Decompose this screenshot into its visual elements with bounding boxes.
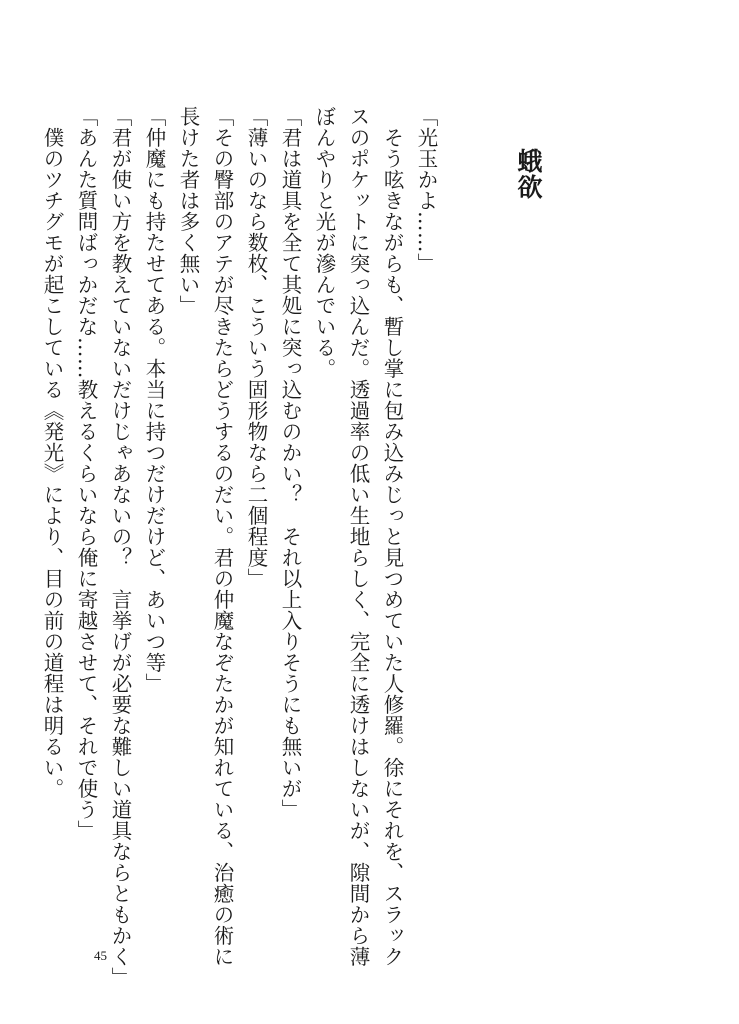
- text-line: 「君は道具を全て其処に突っ込むのかい？ それ以上入りそうにも無いが」: [278, 106, 302, 820]
- page-number: 45: [94, 948, 107, 963]
- text-line: 「薄いのなら数枚、こういう固形物なら二個程度」: [244, 106, 268, 589]
- text-line: スのポケットに突っ込んだ。透過率の低い生地らしく、完全に透けはしないが、隙間から薄: [346, 106, 370, 967]
- text-line: 僕のツチグモが起こしている《発光》により、目の前の道程は明るい。: [40, 106, 64, 799]
- text-line: そう呟きながらも、暫し掌に包み込みじっと見つめていた人修羅。徐にそれを、スラック: [380, 106, 404, 967]
- text-line: 「その臀部のアテが尽きたらどうするのだい。君の仲魔なぞたかが知れている、治癒の術に: [210, 106, 234, 967]
- text-line: 「光玉かよ……」: [414, 106, 438, 274]
- text-line: ぼんやりと光が滲んでいる。: [312, 106, 336, 379]
- text-line: 「君が使い方を教えていないだけじゃあないの？ 言挙げが必要な難しい道具ならともかく」: [108, 106, 132, 988]
- chapter-title: 蛾欲: [514, 148, 543, 200]
- text-line: 長けた者は多く無い」: [176, 106, 200, 316]
- text-line: 「あんた質問ばっかだな……教えるくらいなら俺に寄越させて、それで使う」: [74, 106, 98, 841]
- text-line: 「仲魔にも持たせてある。本当に持つだけだけど、あいつ等」: [142, 106, 166, 694]
